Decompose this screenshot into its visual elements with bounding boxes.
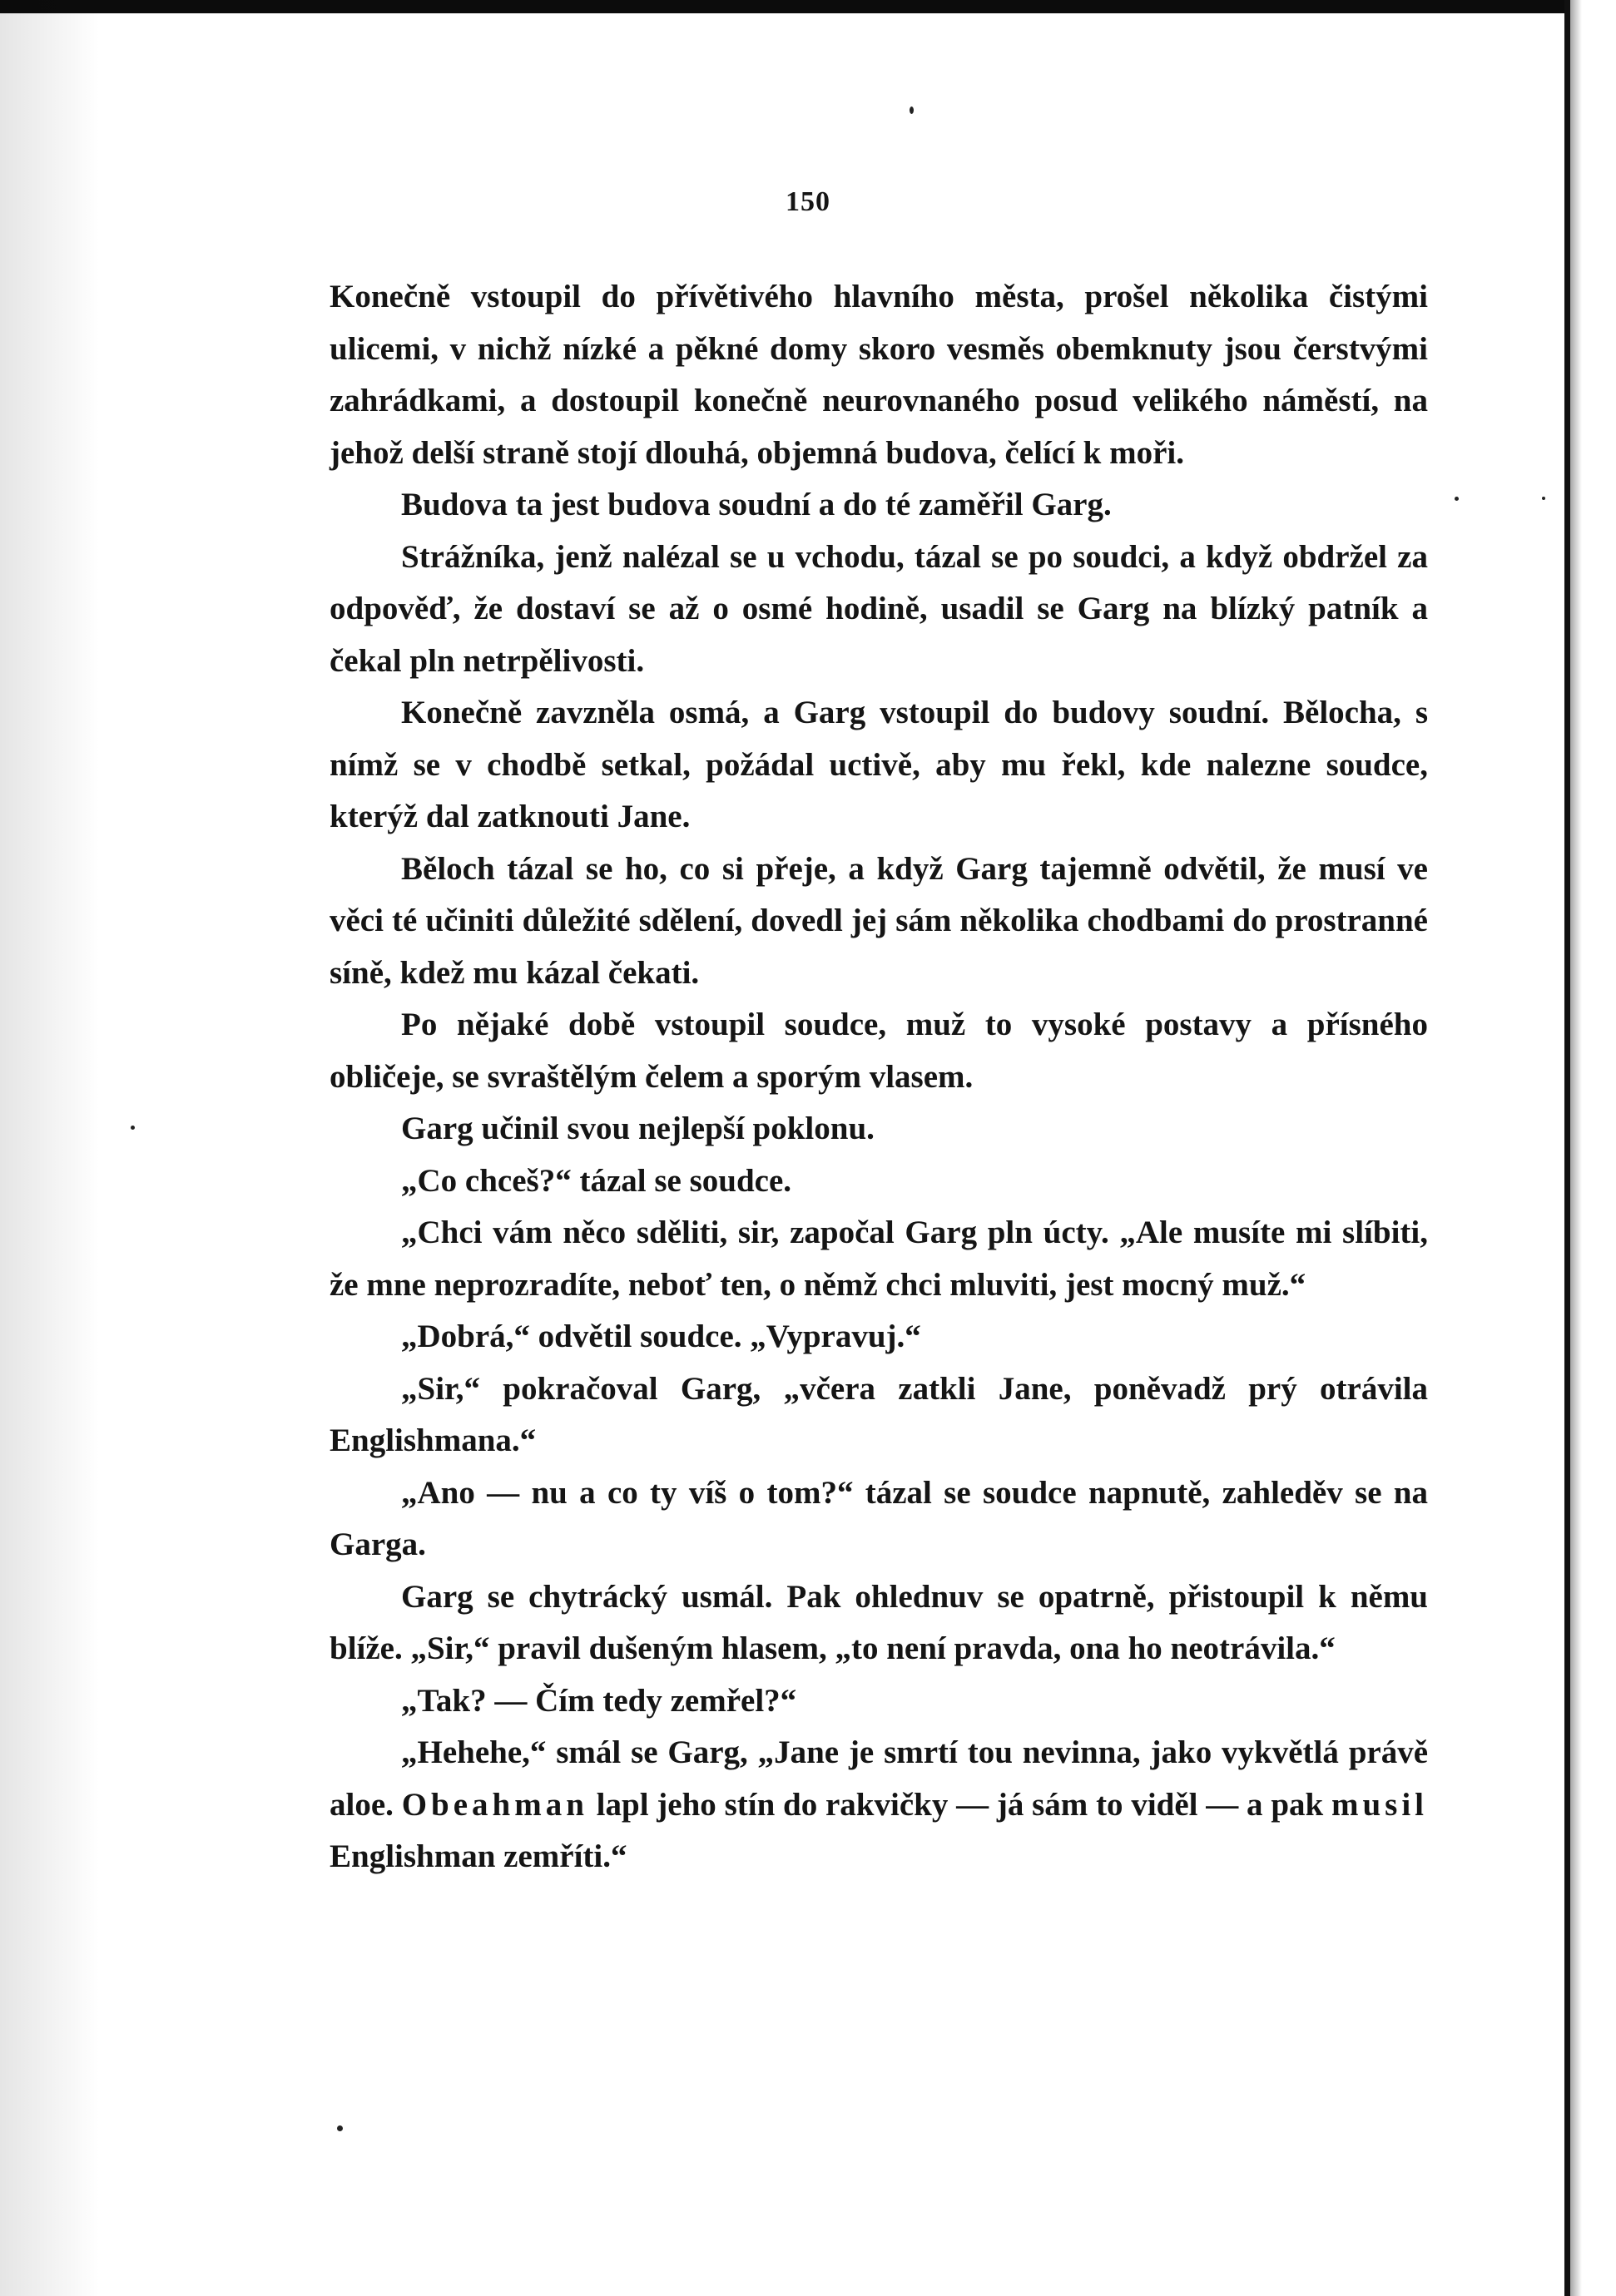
paragraph: „Chci vám něco sděliti, sir, započal Garg pln úcty. „Ale musíte mi slíbiti, že mne neprozradíte, neboť ten, o němž chci mluviti, jest mocný muž.“ xyxy=(330,1215,1428,1303)
paragraph: Konečně zavzněla osmá, a Garg vstoupil do budovy soudní. Bělocha, s nímž se v chodbě setkal, požádal uctivě, aby mu řekl, kde nalezne soudce, kterýž dal zatknouti Jane. xyxy=(330,695,1428,834)
scan-right-shadow xyxy=(1570,0,1582,2296)
dust-speck xyxy=(337,2125,343,2131)
scan-left-shadow xyxy=(0,0,100,2296)
text-run: Englishman zemříti.“ xyxy=(330,1838,627,1874)
paragraph: Konečně vstoupil do přívětivého hlavního města, prošel několika čistými ulicemi, v nichž nízké a pěkné domy skoro vesměs obemknuty jsou čerstvými zahrádkami, a dostoupil konečně neurovnaného posud velikého náměstí, na jehož delší straně stojí dlouhá, objemná budova, čelící k moři. xyxy=(330,279,1428,471)
paragraph: Budova ta jest budova soudní a do té zaměřil Garg. xyxy=(401,487,1112,522)
text-run: lapl jeho stín do rakvičky — já sám to viděl — a pak xyxy=(596,1786,1324,1823)
dust-speck xyxy=(1542,497,1545,500)
final-paragraph xyxy=(330,1727,1428,1883)
text-run: „Hehehe,“ smál se Garg, „Jane je smrtí tou nevinna, jako vykvětlá právě aloe. xyxy=(330,1734,1428,1823)
paragraph: Garg se chytrácký usmál. Pak ohlednuv se opatrně, přistoupil k němu blíže. „Sir,“ pravil dušeným hlasem, „to není pravda, ona ho neotrávila.“ xyxy=(330,1578,1428,1666)
paragraph: „Sir,“ pokračoval Garg, „včera zatkli Jane, poněvadž prý otrávila Englishmana.“ xyxy=(330,1370,1428,1458)
paragraph: Strážníka, jenž nalézal se u vchodu, tázal se po soudci, a když obdržel za odpověď, že dostaví se až o osmé hodině, usadil se Garg na blízký patník a čekal pln netrpělivosti. xyxy=(330,538,1428,679)
dust-speck xyxy=(910,106,914,114)
paragraph: Garg učinil svou nejlepší poklonu. xyxy=(401,1111,875,1146)
paragraph: „Tak? — Čím tedy zemřel?“ xyxy=(401,1682,797,1719)
scan-top-border xyxy=(0,0,1616,13)
paragraph: „Co chceš?“ tázal se soudce. xyxy=(401,1162,792,1199)
dust-speck xyxy=(1455,497,1459,501)
body-text xyxy=(330,271,1428,1883)
paragraph: Běloch tázal se ho, co si přeje, a když Garg tajemně odvětil, že musí ve věci té učiniti důležité sdělení, dovedl jej sám několika chodbami do prostranné síně, kdež mu kázal čekati. xyxy=(330,850,1428,991)
dust-speck xyxy=(131,1126,135,1130)
paragraph: „Dobrá,“ odvětil soudce. „Vypravuj.“ xyxy=(401,1319,921,1354)
spaced-emphasis: Obeahman xyxy=(401,1786,588,1823)
page-number: 150 xyxy=(786,186,830,217)
paragraph: „Ano — nu a co ty víš o tom?“ tázal se soudce napnutě, zahleděv se na Garga. xyxy=(330,1474,1428,1562)
spaced-emphasis: musil xyxy=(1331,1786,1429,1823)
paragraph: Po nějaké době vstoupil soudce, muž to vysoké postavy a přísného obličeje, se svraštělým čelem a sporým vlasem. xyxy=(330,1007,1428,1095)
